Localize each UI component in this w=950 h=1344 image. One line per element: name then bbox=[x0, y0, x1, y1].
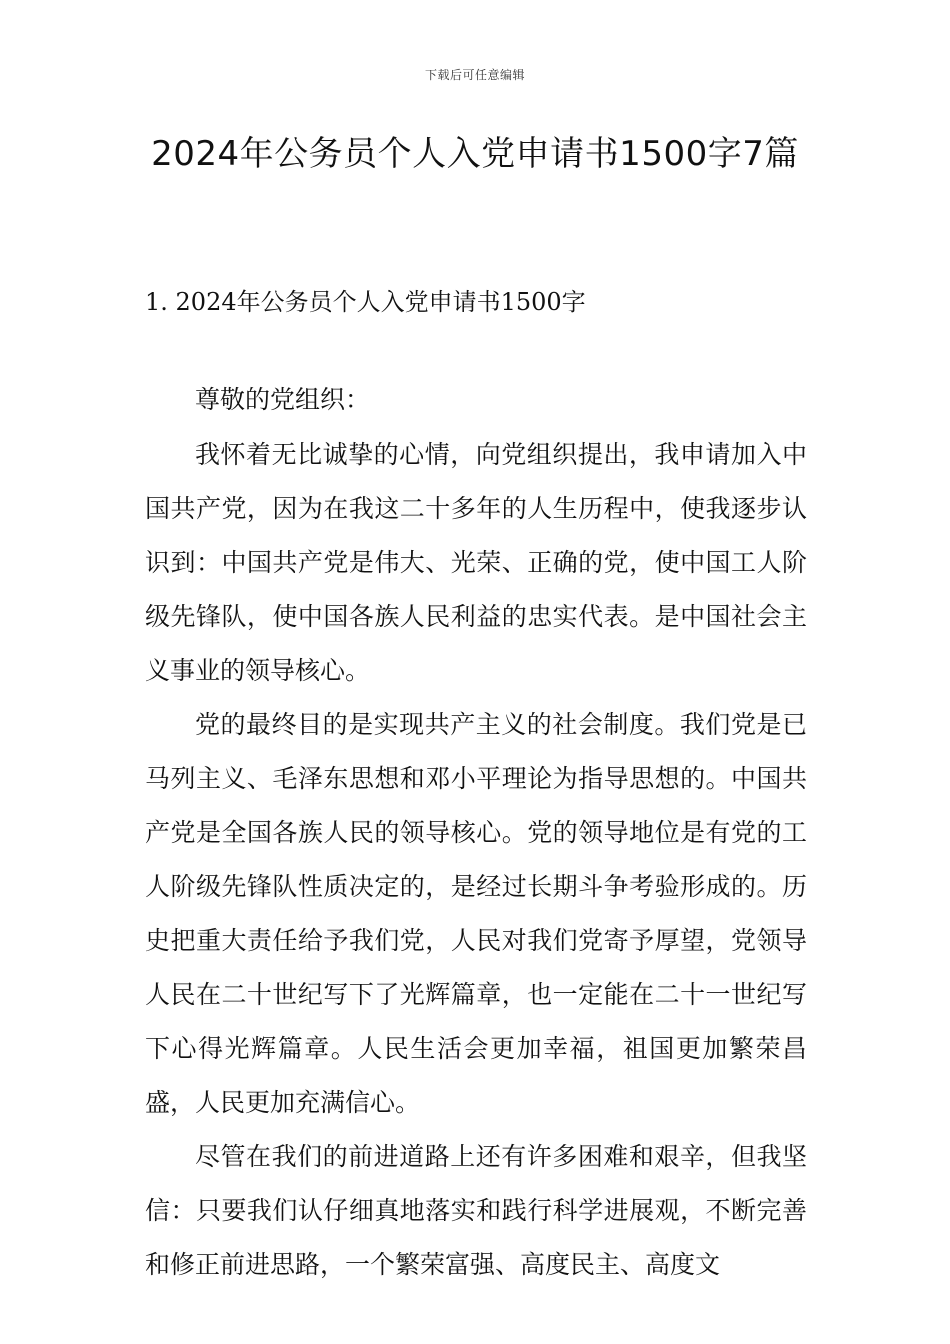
paragraph: 尽管在我们的前进道路上还有许多困难和艰辛，但我坚信：只要我们认仔细真地落实和践行科学进展观，不断完善和修正前进思路，一个繁荣富强、高度民主、高度文 bbox=[145, 1142, 807, 1279]
document-title: 2024年公务员个人入党申请书1500字7篇 bbox=[151, 134, 799, 174]
section-heading: 1. 2024年公务员个人入党申请书1500字 bbox=[145, 288, 586, 316]
header-note: 下载后可任意编辑 bbox=[424, 68, 525, 82]
salutation: 尊敬的党组织： bbox=[195, 385, 371, 414]
body-text bbox=[145, 428, 807, 1292]
paragraph: 党的最终目的是实现共产主义的社会制度。我们党是已马列主义、毛泽东思想和邓小平理论为指导思想的。中国共产党是全国各族人民的领导核心。党的领导地位是有党的工人阶级先锋队性质决定的，是经过长期斗争考验形成的。历史把重大责任给予我们党，人民对我们党寄予厚望，党领导人民在二十世纪写下了光辉篇章，也一定能在二十一世纪写下心得光辉篇章。人民生活会更加幸福，祖国更加繁荣昌盛，人民更加充满信心。 bbox=[145, 710, 807, 1117]
paragraph: 我怀着无比诚挚的心情，向党组织提出，我申请加入中国共产党，因为在我这二十多年的人生历程中，使我逐步认识到：中国共产党是伟大、光荣、正确的党，使中国工人阶级先锋队，使中国各族人民利益的忠实代表。是中国社会主义事业的领导核心。 bbox=[145, 440, 807, 685]
